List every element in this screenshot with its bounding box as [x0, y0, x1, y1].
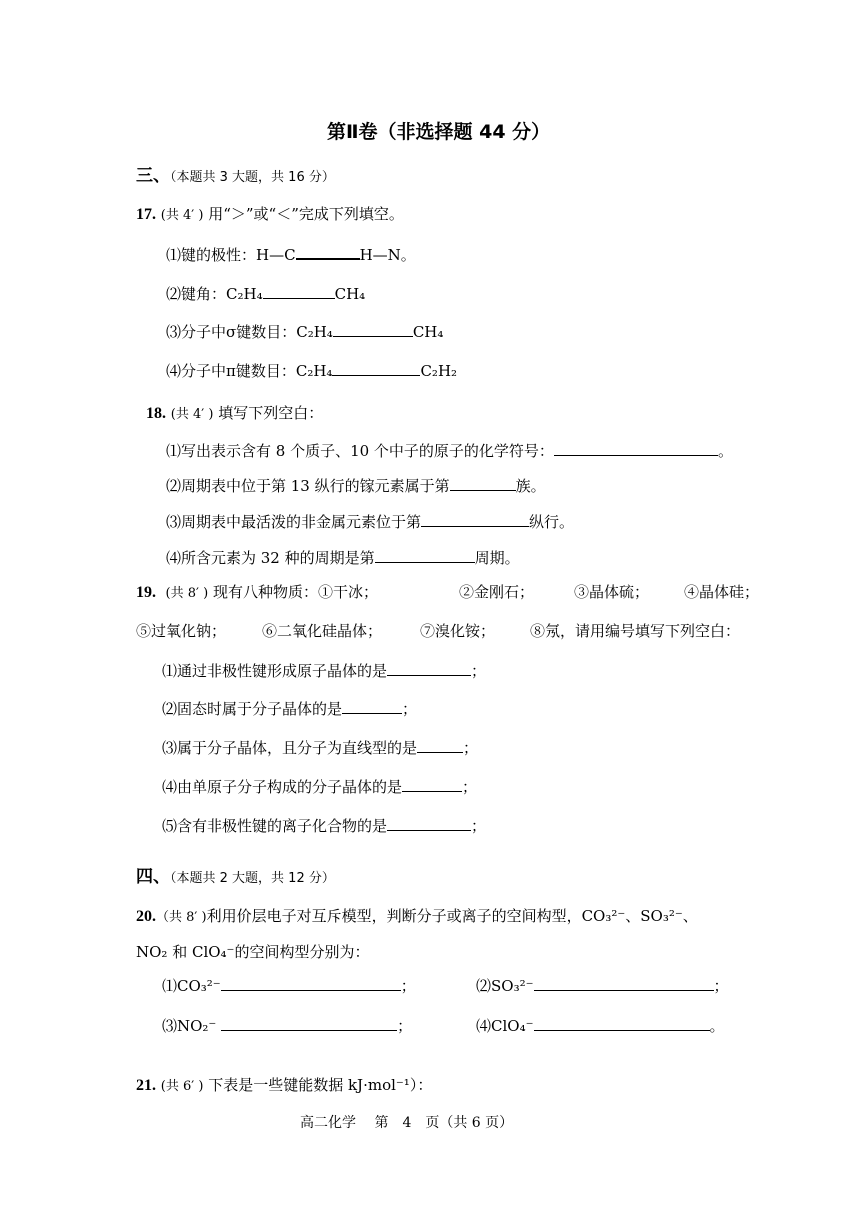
- question-21-header: [136, 1075, 432, 1097]
- answer-blank[interactable]: [296, 243, 360, 260]
- item-suffix: ；: [400, 977, 416, 995]
- answer-blank[interactable]: [333, 321, 413, 337]
- answer-blank[interactable]: [221, 1015, 397, 1031]
- question-18-header: [146, 403, 323, 425]
- item-label: ⑴写出表示含有 8 个质子、10 个中子的原子的化学符号：: [166, 442, 554, 460]
- q19-item-1: [162, 660, 486, 681]
- q20-item-2: [476, 975, 729, 996]
- section-three-note: （本题共 3 大题，共 16 分）: [170, 170, 335, 185]
- item-label: ⑶周期表中最活泼的非金属元素位于第: [166, 513, 422, 531]
- q18-item-4: [166, 547, 520, 568]
- item-label: ⑶属于分子晶体，且分子为直线型的是: [162, 739, 418, 757]
- question-prompt: 用“＞”或“＜”完成下列填空。: [208, 205, 404, 223]
- q19-substance-2: ②金刚石；: [459, 583, 535, 601]
- question-20-line-2: NO₂ 和 ClO₄⁻的空间构型分别为：: [136, 943, 370, 961]
- question-number: 20.: [136, 908, 156, 925]
- item-label: ⑶分子中σ键数目：C₂H₄: [166, 323, 333, 341]
- answer-blank[interactable]: [534, 975, 714, 991]
- item-label: ⑷分子中π键数目：C₂H₄: [166, 362, 333, 380]
- item-suffix: H—N。: [359, 246, 416, 264]
- item-suffix: CH₄: [412, 323, 444, 341]
- q19-substance-8: ⑧氖，请用编号填写下列空白：: [530, 622, 741, 640]
- page-footer: 高二化学 第 4 页（共 6 页）: [300, 1115, 514, 1131]
- q17-item-3: [166, 321, 443, 342]
- item-label: ⑸含有非极性键的离子化合物的是: [162, 817, 388, 835]
- question-20-header: [136, 906, 698, 928]
- q20-item-4: [476, 1015, 725, 1036]
- q19-substance-4: ④晶体硅；: [684, 583, 760, 601]
- question-number: 17.: [136, 206, 156, 223]
- q19-item-4: [162, 776, 477, 797]
- item-label: ⑴通过非极性键形成原子晶体的是: [162, 662, 388, 680]
- question-points: (共 6′ ): [160, 1079, 204, 1094]
- q17-item-4: [166, 360, 457, 381]
- q19-substance-5: ⑤过氧化钠；: [136, 622, 227, 640]
- question-points: （共 8′ ): [156, 910, 207, 925]
- q19-substance-3: ③晶体硫；: [574, 583, 650, 601]
- item-label: ⑴CO₃²⁻: [162, 977, 221, 995]
- item-label: ⑷由单原子分子构成的分子晶体的是: [162, 778, 403, 796]
- item-suffix: 族。: [515, 477, 546, 495]
- question-17-header: [136, 204, 404, 226]
- item-suffix: ；: [471, 817, 487, 835]
- q17-item-2: [166, 283, 365, 304]
- item-label: ⑴键的极性：H—C: [166, 246, 296, 264]
- q19-substance-6: ⑥二氧化硅晶体；: [262, 622, 383, 640]
- item-label: ⑷ClO₄⁻: [476, 1017, 534, 1035]
- section-three-header: [136, 166, 335, 188]
- item-suffix: ；: [713, 977, 729, 995]
- item-label: ⑷所含元素为 32 种的周期是第: [166, 549, 375, 567]
- item-label: ⑶NO₂⁻: [162, 1017, 217, 1035]
- q19-item-3: [162, 737, 478, 758]
- question-prompt: 现有八种物质：①干冰；: [212, 583, 378, 601]
- question-prompt: 填写下列空白：: [218, 404, 324, 422]
- section-three-prefix: 三、: [136, 166, 170, 186]
- q20-item-3: [162, 1015, 412, 1036]
- item-suffix: CH₄: [334, 285, 366, 303]
- section-four-note: （本题共 2 大题，共 12 分）: [170, 871, 335, 886]
- item-suffix: ；: [402, 700, 418, 718]
- answer-blank[interactable]: [402, 776, 462, 792]
- question-points: (共 4′ ): [170, 407, 214, 422]
- item-suffix: ；: [463, 739, 479, 757]
- answer-blank[interactable]: [387, 815, 471, 831]
- item-label: ⑵SO₃²⁻: [476, 977, 534, 995]
- answer-blank[interactable]: [332, 360, 420, 376]
- q19-substance-7: ⑦溴化铵；: [420, 622, 496, 640]
- item-label: ⑵固态时属于分子晶体的是: [162, 700, 343, 718]
- item-label: ⑵周期表中位于第 13 纵行的镓元素属于第: [166, 477, 450, 495]
- answer-blank[interactable]: [421, 511, 529, 527]
- answer-blank[interactable]: [534, 1015, 710, 1031]
- item-suffix: ；: [471, 662, 487, 680]
- q17-item-1: [166, 243, 416, 265]
- answer-blank[interactable]: [554, 440, 718, 456]
- question-points: (共 8′ ): [165, 586, 209, 601]
- answer-blank[interactable]: [417, 737, 463, 753]
- question-number: 19.: [136, 584, 156, 601]
- section-four-prefix: 四、: [136, 867, 170, 887]
- item-suffix: 。: [709, 1017, 725, 1035]
- question-number: 21.: [136, 1077, 156, 1094]
- q18-item-2: [166, 475, 546, 496]
- question-19-header: [136, 582, 378, 604]
- answer-blank[interactable]: [450, 475, 516, 491]
- question-line-1: 利用价层电子对互斥模型，判断分子或离子的空间构型，CO₃²⁻、SO₃²⁻、: [206, 907, 698, 925]
- answer-blank[interactable]: [221, 975, 401, 991]
- page-title: 第Ⅱ卷（非选择题 44 分）: [327, 121, 551, 143]
- item-label: ⑵键角：C₂H₄: [166, 285, 263, 303]
- item-suffix: 。: [717, 442, 733, 460]
- question-prompt: 下表是一些键能数据 kJ·mol⁻¹）：: [208, 1076, 433, 1094]
- section-four-header: [136, 867, 335, 889]
- question-points: (共 4′ ): [160, 208, 204, 223]
- q19-item-5: [162, 815, 486, 836]
- item-suffix: ；: [462, 778, 478, 796]
- item-suffix: ；: [397, 1017, 413, 1035]
- question-number: 18.: [146, 405, 166, 422]
- item-suffix: 周期。: [474, 549, 520, 567]
- answer-blank[interactable]: [387, 660, 471, 676]
- q18-item-3: [166, 511, 574, 532]
- answer-blank[interactable]: [375, 547, 475, 563]
- answer-blank[interactable]: [342, 698, 402, 714]
- q20-item-1: [162, 975, 416, 996]
- q19-item-2: [162, 698, 417, 719]
- answer-blank[interactable]: [263, 283, 335, 299]
- q18-item-1: [166, 440, 733, 461]
- item-suffix: C₂H₂: [420, 362, 458, 380]
- item-suffix: 纵行。: [529, 513, 575, 531]
